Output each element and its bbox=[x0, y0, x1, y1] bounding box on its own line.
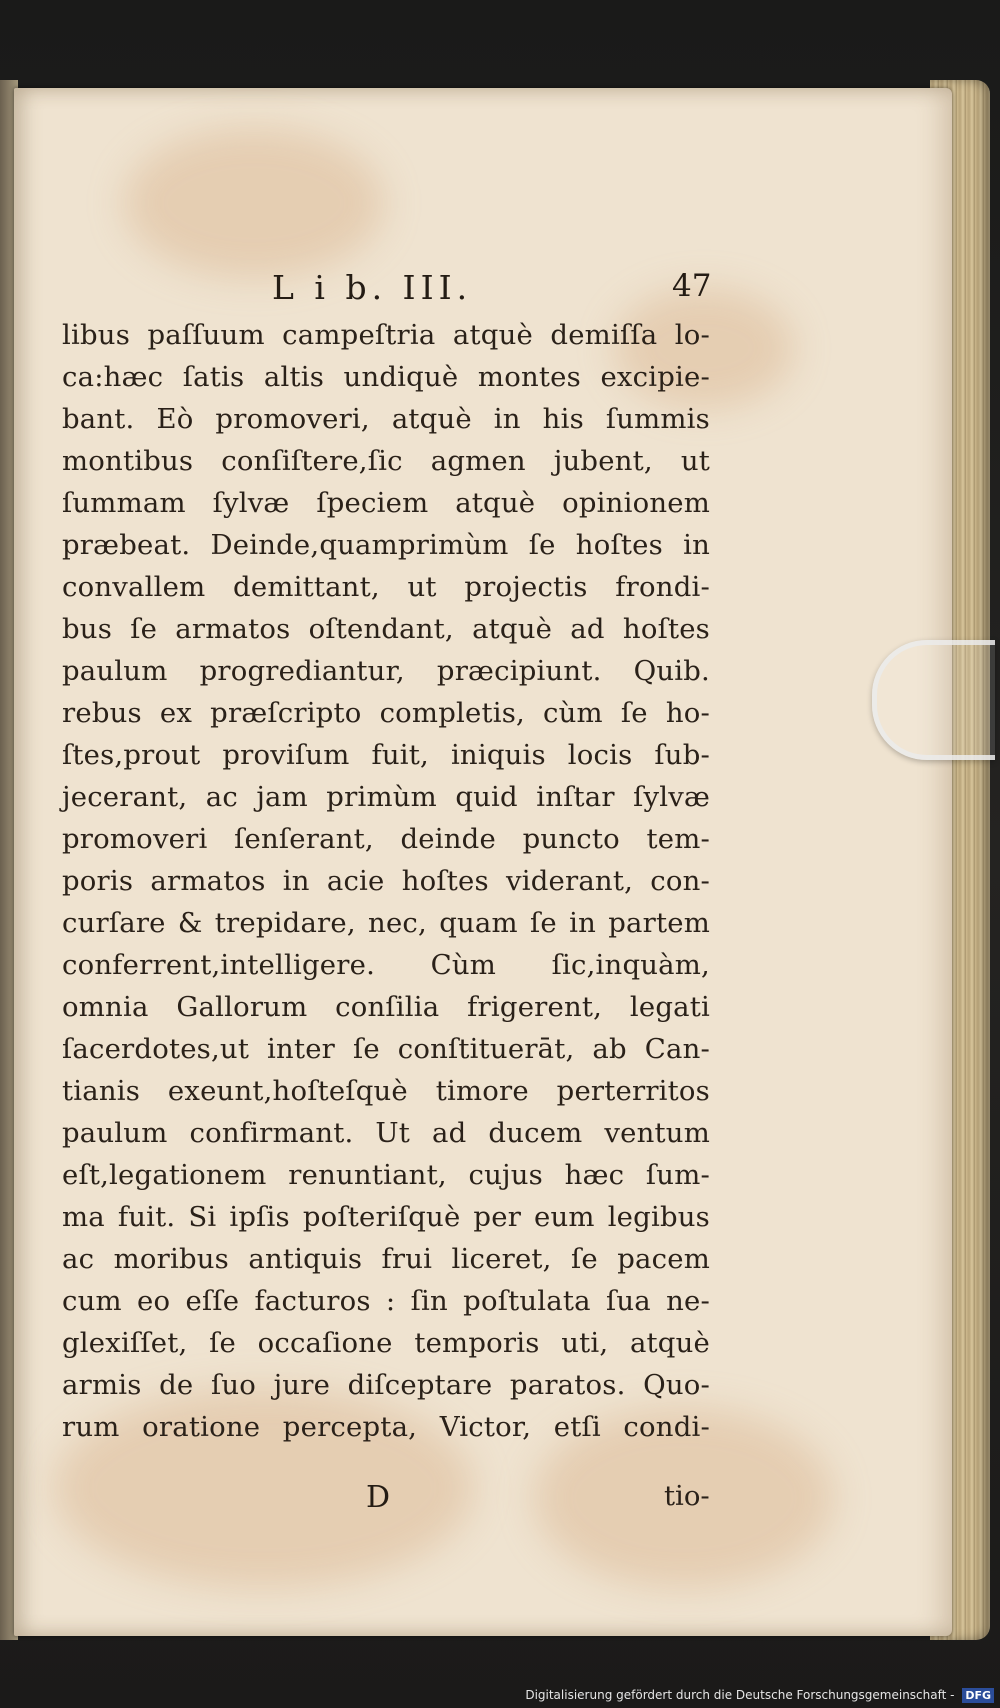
text-line: bant. Eò promoveri, atquè in his ſummis bbox=[62, 403, 710, 435]
text-line: jecerant, ac jam primùm quid inſtar ſylvæ bbox=[62, 781, 710, 813]
digitization-credit bbox=[525, 1684, 994, 1706]
text-line: libus paſſuum campeſtria atquè demiſſa lo- bbox=[62, 319, 710, 351]
text-line: ſacerdotes,ut inter ſe conſtituerāt, ab Can- bbox=[62, 1033, 710, 1065]
page-number: 47 bbox=[672, 268, 712, 304]
text-line: convallem demittant, ut projectis frondi- bbox=[62, 571, 710, 603]
book-page bbox=[14, 88, 952, 1636]
text-line: eſt,legationem renuntiant, cujus hæc ſum- bbox=[62, 1159, 710, 1191]
text-line: rum oratione percepta, Victor, etſi condi- bbox=[62, 1411, 710, 1443]
running-head: L i b. III. bbox=[272, 268, 473, 307]
page-clip bbox=[872, 640, 995, 760]
text-line: bus ſe armatos oſtendant, atquè ad hoſtes bbox=[62, 613, 710, 645]
catchword: tio- bbox=[664, 1480, 710, 1512]
text-line: glexiſſet, ſe occaſione temporis uti, atquè bbox=[62, 1327, 710, 1359]
dfg-logo-icon: DFG bbox=[962, 1688, 994, 1703]
text-line: ſummam ſylvæ ſpeciem atquè opinionem bbox=[62, 487, 710, 519]
stain bbox=[124, 128, 384, 278]
text-line: curſare & trepidare, nec, quam ſe in partem bbox=[62, 907, 710, 939]
text-line: promoveri ſenſerant, deinde puncto tem- bbox=[62, 823, 710, 855]
text-line: armis de ſuo jure diſceptare paratos. Quo- bbox=[62, 1369, 710, 1401]
text-line: ca:hæc ſatis altis undiquè montes excipie- bbox=[62, 361, 710, 393]
signature-mark: D bbox=[366, 1480, 391, 1515]
text-line: paulum progrediantur, præcipiunt. Quib. bbox=[62, 655, 710, 687]
text-line: tianis exeunt,hoſteſquè timore perterritos bbox=[62, 1075, 710, 1107]
credit-text: Digitalisierung gefördert durch die Deutsche Forschungsgemeinschaft - bbox=[525, 1688, 955, 1702]
page-header bbox=[272, 268, 952, 308]
text-line: conferrent,intelligere. Cùm ſic,inquàm, bbox=[62, 949, 710, 981]
text-line: ma fuit. Si ipſis poſteriſquè per eum legibus bbox=[62, 1201, 710, 1233]
text-line: poris armatos in acie hoſtes viderant, con- bbox=[62, 865, 710, 897]
text-line: cum eo eſſe facturos : ſin poſtulata ſua ne- bbox=[62, 1285, 710, 1317]
text-line: omnia Gallorum conſilia frigerent, legati bbox=[62, 991, 710, 1023]
text-line: ſtes,prout proviſum fuit, iniquis locis ſub- bbox=[62, 739, 710, 771]
text-line: rebus ex præſcripto completis, cùm ſe ho- bbox=[62, 697, 710, 729]
body-text bbox=[62, 314, 710, 1448]
text-line: paulum confirmant. Ut ad ducem ventum bbox=[62, 1117, 710, 1149]
text-line: præbeat. Deinde,quamprimùm ſe hoſtes in bbox=[62, 529, 710, 561]
text-line: montibus conſiſtere,ſic agmen jubent, ut bbox=[62, 445, 710, 477]
text-line: ac moribus antiquis frui liceret, ſe pacem bbox=[62, 1243, 710, 1275]
page-footer bbox=[14, 1480, 952, 1524]
